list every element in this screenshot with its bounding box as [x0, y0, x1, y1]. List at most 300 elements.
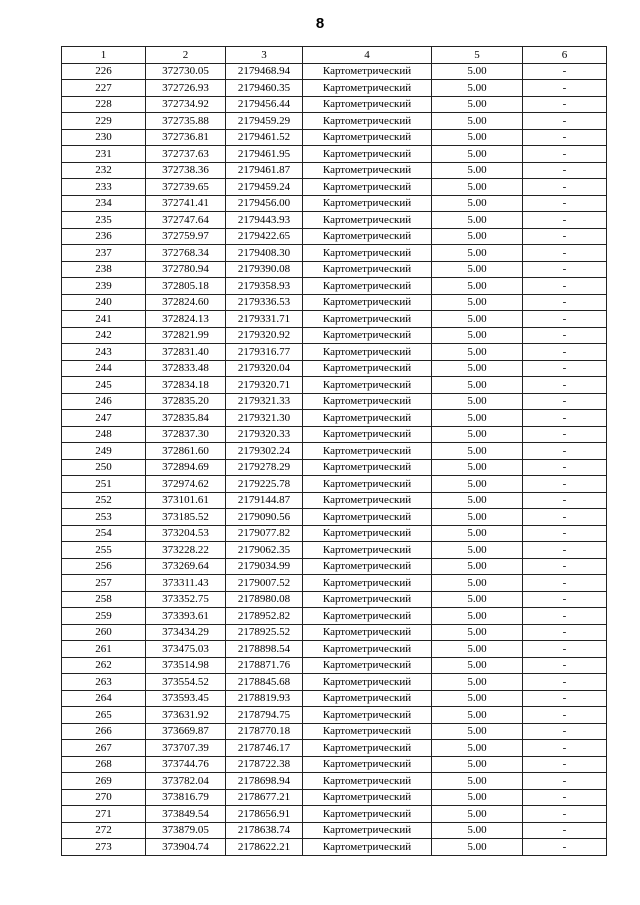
method-cell: Картометрический — [303, 839, 432, 856]
y-coordinate-cell: 2178656.91 — [226, 806, 303, 823]
method-cell: Картометрический — [303, 674, 432, 691]
description-cell: - — [523, 228, 607, 245]
description-cell: - — [523, 608, 607, 625]
y-coordinate-cell: 2179422.65 — [226, 228, 303, 245]
column-header-4: 4 — [303, 47, 432, 64]
table-row — [62, 426, 607, 443]
point-number-cell: 271 — [62, 806, 146, 823]
point-number-cell: 269 — [62, 773, 146, 790]
description-cell: - — [523, 591, 607, 608]
x-coordinate-cell: 373669.87 — [146, 723, 226, 740]
accuracy-cell: 5.00 — [432, 278, 523, 295]
method-cell: Картометрический — [303, 278, 432, 295]
x-coordinate-cell: 373514.98 — [146, 657, 226, 674]
accuracy-cell: 5.00 — [432, 129, 523, 146]
accuracy-cell: 5.00 — [432, 608, 523, 625]
table-row — [62, 129, 607, 146]
x-coordinate-cell: 372835.20 — [146, 393, 226, 410]
x-coordinate-cell: 373707.39 — [146, 740, 226, 757]
table-body — [62, 63, 607, 855]
y-coordinate-cell: 2179456.44 — [226, 96, 303, 113]
accuracy-cell: 5.00 — [432, 426, 523, 443]
table-row — [62, 278, 607, 295]
point-number-cell: 231 — [62, 146, 146, 163]
y-coordinate-cell: 2178845.68 — [226, 674, 303, 691]
accuracy-cell: 5.00 — [432, 624, 523, 641]
table-row — [62, 459, 607, 476]
y-coordinate-cell: 2178794.75 — [226, 707, 303, 724]
x-coordinate-cell: 373475.03 — [146, 641, 226, 658]
page-number: 8 — [315, 15, 325, 32]
table-row — [62, 393, 607, 410]
method-cell: Картометрический — [303, 393, 432, 410]
method-cell: Картометрический — [303, 542, 432, 559]
point-number-cell: 233 — [62, 179, 146, 196]
x-coordinate-cell: 372894.69 — [146, 459, 226, 476]
accuracy-cell: 5.00 — [432, 723, 523, 740]
point-number-cell: 238 — [62, 261, 146, 278]
point-number-cell: 273 — [62, 839, 146, 856]
x-coordinate-cell: 372821.99 — [146, 327, 226, 344]
x-coordinate-cell: 372831.40 — [146, 344, 226, 361]
accuracy-cell: 5.00 — [432, 410, 523, 427]
y-coordinate-cell: 2178980.08 — [226, 591, 303, 608]
method-cell: Картометрический — [303, 179, 432, 196]
method-cell: Картометрический — [303, 806, 432, 823]
method-cell: Картометрический — [303, 245, 432, 262]
table-row — [62, 311, 607, 328]
accuracy-cell: 5.00 — [432, 575, 523, 592]
x-coordinate-cell: 373228.22 — [146, 542, 226, 559]
y-coordinate-cell: 2179461.87 — [226, 162, 303, 179]
point-number-cell: 268 — [62, 756, 146, 773]
table-row — [62, 63, 607, 80]
method-cell: Картометрический — [303, 789, 432, 806]
y-coordinate-cell: 2178871.76 — [226, 657, 303, 674]
accuracy-cell: 5.00 — [432, 756, 523, 773]
x-coordinate-cell: 372861.60 — [146, 443, 226, 460]
accuracy-cell: 5.00 — [432, 311, 523, 328]
table-row — [62, 80, 607, 97]
y-coordinate-cell: 2179090.56 — [226, 509, 303, 526]
table-row — [62, 657, 607, 674]
accuracy-cell: 5.00 — [432, 195, 523, 212]
method-cell: Картометрический — [303, 509, 432, 526]
x-coordinate-cell: 372824.60 — [146, 294, 226, 311]
x-coordinate-cell: 373311.43 — [146, 575, 226, 592]
x-coordinate-cell: 373631.92 — [146, 707, 226, 724]
table-row — [62, 261, 607, 278]
x-coordinate-cell: 372735.88 — [146, 113, 226, 130]
y-coordinate-cell: 2179390.08 — [226, 261, 303, 278]
description-cell: - — [523, 476, 607, 493]
accuracy-cell: 5.00 — [432, 443, 523, 460]
method-cell: Картометрический — [303, 575, 432, 592]
description-cell: - — [523, 492, 607, 509]
y-coordinate-cell: 2179468.94 — [226, 63, 303, 80]
description-cell: - — [523, 245, 607, 262]
method-cell: Картометрический — [303, 492, 432, 509]
description-cell: - — [523, 690, 607, 707]
point-number-cell: 249 — [62, 443, 146, 460]
table-row — [62, 96, 607, 113]
point-number-cell: 267 — [62, 740, 146, 757]
point-number-cell: 242 — [62, 327, 146, 344]
description-cell: - — [523, 63, 607, 80]
table-row — [62, 146, 607, 163]
x-coordinate-cell: 373393.61 — [146, 608, 226, 625]
method-cell: Картометрический — [303, 624, 432, 641]
x-coordinate-cell: 373879.05 — [146, 822, 226, 839]
point-number-cell: 230 — [62, 129, 146, 146]
description-cell: - — [523, 657, 607, 674]
y-coordinate-cell: 2179331.71 — [226, 311, 303, 328]
y-coordinate-cell: 2179007.52 — [226, 575, 303, 592]
point-number-cell: 244 — [62, 360, 146, 377]
accuracy-cell: 5.00 — [432, 591, 523, 608]
table-row — [62, 228, 607, 245]
point-number-cell: 272 — [62, 822, 146, 839]
y-coordinate-cell: 2178925.52 — [226, 624, 303, 641]
description-cell: - — [523, 756, 607, 773]
y-coordinate-cell: 2178677.21 — [226, 789, 303, 806]
description-cell: - — [523, 261, 607, 278]
point-number-cell: 237 — [62, 245, 146, 262]
table-header — [62, 47, 607, 64]
x-coordinate-cell: 372736.81 — [146, 129, 226, 146]
y-coordinate-cell: 2178638.74 — [226, 822, 303, 839]
method-cell: Картометрический — [303, 162, 432, 179]
point-number-cell: 226 — [62, 63, 146, 80]
accuracy-cell: 5.00 — [432, 261, 523, 278]
accuracy-cell: 5.00 — [432, 822, 523, 839]
accuracy-cell: 5.00 — [432, 773, 523, 790]
y-coordinate-cell: 2179302.24 — [226, 443, 303, 460]
y-coordinate-cell: 2179316.77 — [226, 344, 303, 361]
description-cell: - — [523, 674, 607, 691]
table-row — [62, 344, 607, 361]
x-coordinate-cell: 373101.61 — [146, 492, 226, 509]
table-row — [62, 443, 607, 460]
method-cell: Картометрический — [303, 113, 432, 130]
table-row — [62, 707, 607, 724]
description-cell: - — [523, 525, 607, 542]
accuracy-cell: 5.00 — [432, 327, 523, 344]
table-row — [62, 179, 607, 196]
method-cell: Картометрический — [303, 96, 432, 113]
accuracy-cell: 5.00 — [432, 96, 523, 113]
point-number-cell: 263 — [62, 674, 146, 691]
description-cell: - — [523, 443, 607, 460]
x-coordinate-cell: 372734.92 — [146, 96, 226, 113]
x-coordinate-cell: 373554.52 — [146, 674, 226, 691]
table-row — [62, 245, 607, 262]
y-coordinate-cell: 2179062.35 — [226, 542, 303, 559]
description-cell: - — [523, 773, 607, 790]
description-cell: - — [523, 195, 607, 212]
method-cell: Картометрический — [303, 690, 432, 707]
table-row — [62, 294, 607, 311]
point-number-cell: 248 — [62, 426, 146, 443]
table-row — [62, 162, 607, 179]
point-number-cell: 253 — [62, 509, 146, 526]
description-cell: - — [523, 278, 607, 295]
method-cell: Картометрический — [303, 591, 432, 608]
y-coordinate-cell: 2179456.00 — [226, 195, 303, 212]
description-cell: - — [523, 129, 607, 146]
y-coordinate-cell: 2179034.99 — [226, 558, 303, 575]
y-coordinate-cell: 2179459.24 — [226, 179, 303, 196]
accuracy-cell: 5.00 — [432, 228, 523, 245]
description-cell: - — [523, 311, 607, 328]
description-cell: - — [523, 558, 607, 575]
method-cell: Картометрический — [303, 261, 432, 278]
accuracy-cell: 5.00 — [432, 179, 523, 196]
accuracy-cell: 5.00 — [432, 542, 523, 559]
point-number-cell: 246 — [62, 393, 146, 410]
point-number-cell: 261 — [62, 641, 146, 658]
description-cell: - — [523, 146, 607, 163]
y-coordinate-cell: 2178722.38 — [226, 756, 303, 773]
y-coordinate-cell: 2179077.82 — [226, 525, 303, 542]
column-header-6: 6 — [523, 47, 607, 64]
method-cell: Картометрический — [303, 641, 432, 658]
method-cell: Картометрический — [303, 129, 432, 146]
y-coordinate-cell: 2179225.78 — [226, 476, 303, 493]
point-number-cell: 245 — [62, 377, 146, 394]
table-row — [62, 690, 607, 707]
x-coordinate-cell: 372834.18 — [146, 377, 226, 394]
description-cell: - — [523, 212, 607, 229]
point-number-cell: 259 — [62, 608, 146, 625]
description-cell: - — [523, 789, 607, 806]
y-coordinate-cell: 2179144.87 — [226, 492, 303, 509]
y-coordinate-cell: 2179320.04 — [226, 360, 303, 377]
point-number-cell: 256 — [62, 558, 146, 575]
table-row — [62, 575, 607, 592]
accuracy-cell: 5.00 — [432, 509, 523, 526]
method-cell: Картометрический — [303, 294, 432, 311]
y-coordinate-cell: 2179278.29 — [226, 459, 303, 476]
point-number-cell: 236 — [62, 228, 146, 245]
table-row — [62, 806, 607, 823]
method-cell: Картометрический — [303, 146, 432, 163]
column-header-1: 1 — [62, 47, 146, 64]
table-row — [62, 773, 607, 790]
point-number-cell: 247 — [62, 410, 146, 427]
description-cell: - — [523, 327, 607, 344]
y-coordinate-cell: 2179461.52 — [226, 129, 303, 146]
method-cell: Картометрический — [303, 228, 432, 245]
point-number-cell: 229 — [62, 113, 146, 130]
method-cell: Картометрический — [303, 63, 432, 80]
accuracy-cell: 5.00 — [432, 80, 523, 97]
y-coordinate-cell: 2179336.53 — [226, 294, 303, 311]
description-cell: - — [523, 80, 607, 97]
x-coordinate-cell: 373593.45 — [146, 690, 226, 707]
table-row — [62, 542, 607, 559]
point-number-cell: 227 — [62, 80, 146, 97]
x-coordinate-cell: 372759.97 — [146, 228, 226, 245]
x-coordinate-cell: 372824.13 — [146, 311, 226, 328]
table-row — [62, 525, 607, 542]
description-cell: - — [523, 393, 607, 410]
method-cell: Картометрический — [303, 459, 432, 476]
accuracy-cell: 5.00 — [432, 707, 523, 724]
x-coordinate-cell: 373816.79 — [146, 789, 226, 806]
point-number-cell: 241 — [62, 311, 146, 328]
method-cell: Картометрический — [303, 773, 432, 790]
x-coordinate-cell: 372833.48 — [146, 360, 226, 377]
method-cell: Картометрический — [303, 476, 432, 493]
table-row — [62, 608, 607, 625]
point-number-cell: 252 — [62, 492, 146, 509]
y-coordinate-cell: 2179320.92 — [226, 327, 303, 344]
point-number-cell: 264 — [62, 690, 146, 707]
accuracy-cell: 5.00 — [432, 377, 523, 394]
header-row — [62, 47, 607, 64]
x-coordinate-cell: 372837.30 — [146, 426, 226, 443]
point-number-cell: 262 — [62, 657, 146, 674]
description-cell: - — [523, 509, 607, 526]
x-coordinate-cell: 373744.76 — [146, 756, 226, 773]
description-cell: - — [523, 426, 607, 443]
accuracy-cell: 5.00 — [432, 162, 523, 179]
accuracy-cell: 5.00 — [432, 393, 523, 410]
accuracy-cell: 5.00 — [432, 476, 523, 493]
accuracy-cell: 5.00 — [432, 63, 523, 80]
point-number-cell: 232 — [62, 162, 146, 179]
description-cell: - — [523, 459, 607, 476]
y-coordinate-cell: 2179459.29 — [226, 113, 303, 130]
accuracy-cell: 5.00 — [432, 558, 523, 575]
method-cell: Картометрический — [303, 443, 432, 460]
x-coordinate-cell: 373782.04 — [146, 773, 226, 790]
method-cell: Картометрический — [303, 525, 432, 542]
y-coordinate-cell: 2179460.35 — [226, 80, 303, 97]
table-row — [62, 327, 607, 344]
x-coordinate-cell: 372768.34 — [146, 245, 226, 262]
table-row — [62, 558, 607, 575]
description-cell: - — [523, 410, 607, 427]
column-header-2: 2 — [146, 47, 226, 64]
table-row — [62, 756, 607, 773]
method-cell: Картометрический — [303, 723, 432, 740]
y-coordinate-cell: 2179443.93 — [226, 212, 303, 229]
description-cell: - — [523, 113, 607, 130]
point-number-cell: 255 — [62, 542, 146, 559]
accuracy-cell: 5.00 — [432, 146, 523, 163]
method-cell: Картометрический — [303, 756, 432, 773]
accuracy-cell: 5.00 — [432, 245, 523, 262]
description-cell: - — [523, 822, 607, 839]
method-cell: Картометрический — [303, 360, 432, 377]
x-coordinate-cell: 372747.64 — [146, 212, 226, 229]
method-cell: Картометрический — [303, 558, 432, 575]
point-number-cell: 258 — [62, 591, 146, 608]
x-coordinate-cell: 372726.93 — [146, 80, 226, 97]
accuracy-cell: 5.00 — [432, 674, 523, 691]
y-coordinate-cell: 2178819.93 — [226, 690, 303, 707]
x-coordinate-cell: 373352.75 — [146, 591, 226, 608]
table-row — [62, 492, 607, 509]
method-cell: Картометрический — [303, 327, 432, 344]
accuracy-cell: 5.00 — [432, 789, 523, 806]
description-cell: - — [523, 162, 607, 179]
table-row — [62, 113, 607, 130]
description-cell: - — [523, 179, 607, 196]
description-cell: - — [523, 839, 607, 856]
y-coordinate-cell: 2179358.93 — [226, 278, 303, 295]
description-cell: - — [523, 575, 607, 592]
accuracy-cell: 5.00 — [432, 459, 523, 476]
x-coordinate-cell: 372741.41 — [146, 195, 226, 212]
table-row — [62, 822, 607, 839]
y-coordinate-cell: 2179408.30 — [226, 245, 303, 262]
description-cell: - — [523, 806, 607, 823]
method-cell: Картометрический — [303, 707, 432, 724]
x-coordinate-cell: 372780.94 — [146, 261, 226, 278]
table-row — [62, 740, 607, 757]
description-cell: - — [523, 740, 607, 757]
column-header-3: 3 — [226, 47, 303, 64]
description-cell: - — [523, 542, 607, 559]
method-cell: Картометрический — [303, 311, 432, 328]
point-number-cell: 260 — [62, 624, 146, 641]
x-coordinate-cell: 372805.18 — [146, 278, 226, 295]
method-cell: Картометрический — [303, 80, 432, 97]
table-row — [62, 509, 607, 526]
x-coordinate-cell: 372974.62 — [146, 476, 226, 493]
x-coordinate-cell: 372739.65 — [146, 179, 226, 196]
accuracy-cell: 5.00 — [432, 839, 523, 856]
method-cell: Картометрический — [303, 377, 432, 394]
accuracy-cell: 5.00 — [432, 113, 523, 130]
point-number-cell: 228 — [62, 96, 146, 113]
description-cell: - — [523, 360, 607, 377]
x-coordinate-cell: 373269.64 — [146, 558, 226, 575]
accuracy-cell: 5.00 — [432, 525, 523, 542]
point-number-cell: 235 — [62, 212, 146, 229]
table-row — [62, 624, 607, 641]
accuracy-cell: 5.00 — [432, 657, 523, 674]
y-coordinate-cell: 2179320.33 — [226, 426, 303, 443]
table-row — [62, 377, 607, 394]
point-number-cell: 243 — [62, 344, 146, 361]
description-cell: - — [523, 624, 607, 641]
accuracy-cell: 5.00 — [432, 641, 523, 658]
x-coordinate-cell: 373204.53 — [146, 525, 226, 542]
accuracy-cell: 5.00 — [432, 806, 523, 823]
accuracy-cell: 5.00 — [432, 360, 523, 377]
description-cell: - — [523, 377, 607, 394]
table-row — [62, 641, 607, 658]
table-row — [62, 674, 607, 691]
accuracy-cell: 5.00 — [432, 690, 523, 707]
point-number-cell: 234 — [62, 195, 146, 212]
y-coordinate-cell: 2178952.82 — [226, 608, 303, 625]
point-number-cell: 251 — [62, 476, 146, 493]
y-coordinate-cell: 2179321.30 — [226, 410, 303, 427]
accuracy-cell: 5.00 — [432, 212, 523, 229]
point-number-cell: 254 — [62, 525, 146, 542]
x-coordinate-cell: 372835.84 — [146, 410, 226, 427]
point-number-cell: 240 — [62, 294, 146, 311]
table-row — [62, 212, 607, 229]
coordinates-table — [61, 46, 607, 856]
y-coordinate-cell: 2178898.54 — [226, 641, 303, 658]
description-cell: - — [523, 641, 607, 658]
